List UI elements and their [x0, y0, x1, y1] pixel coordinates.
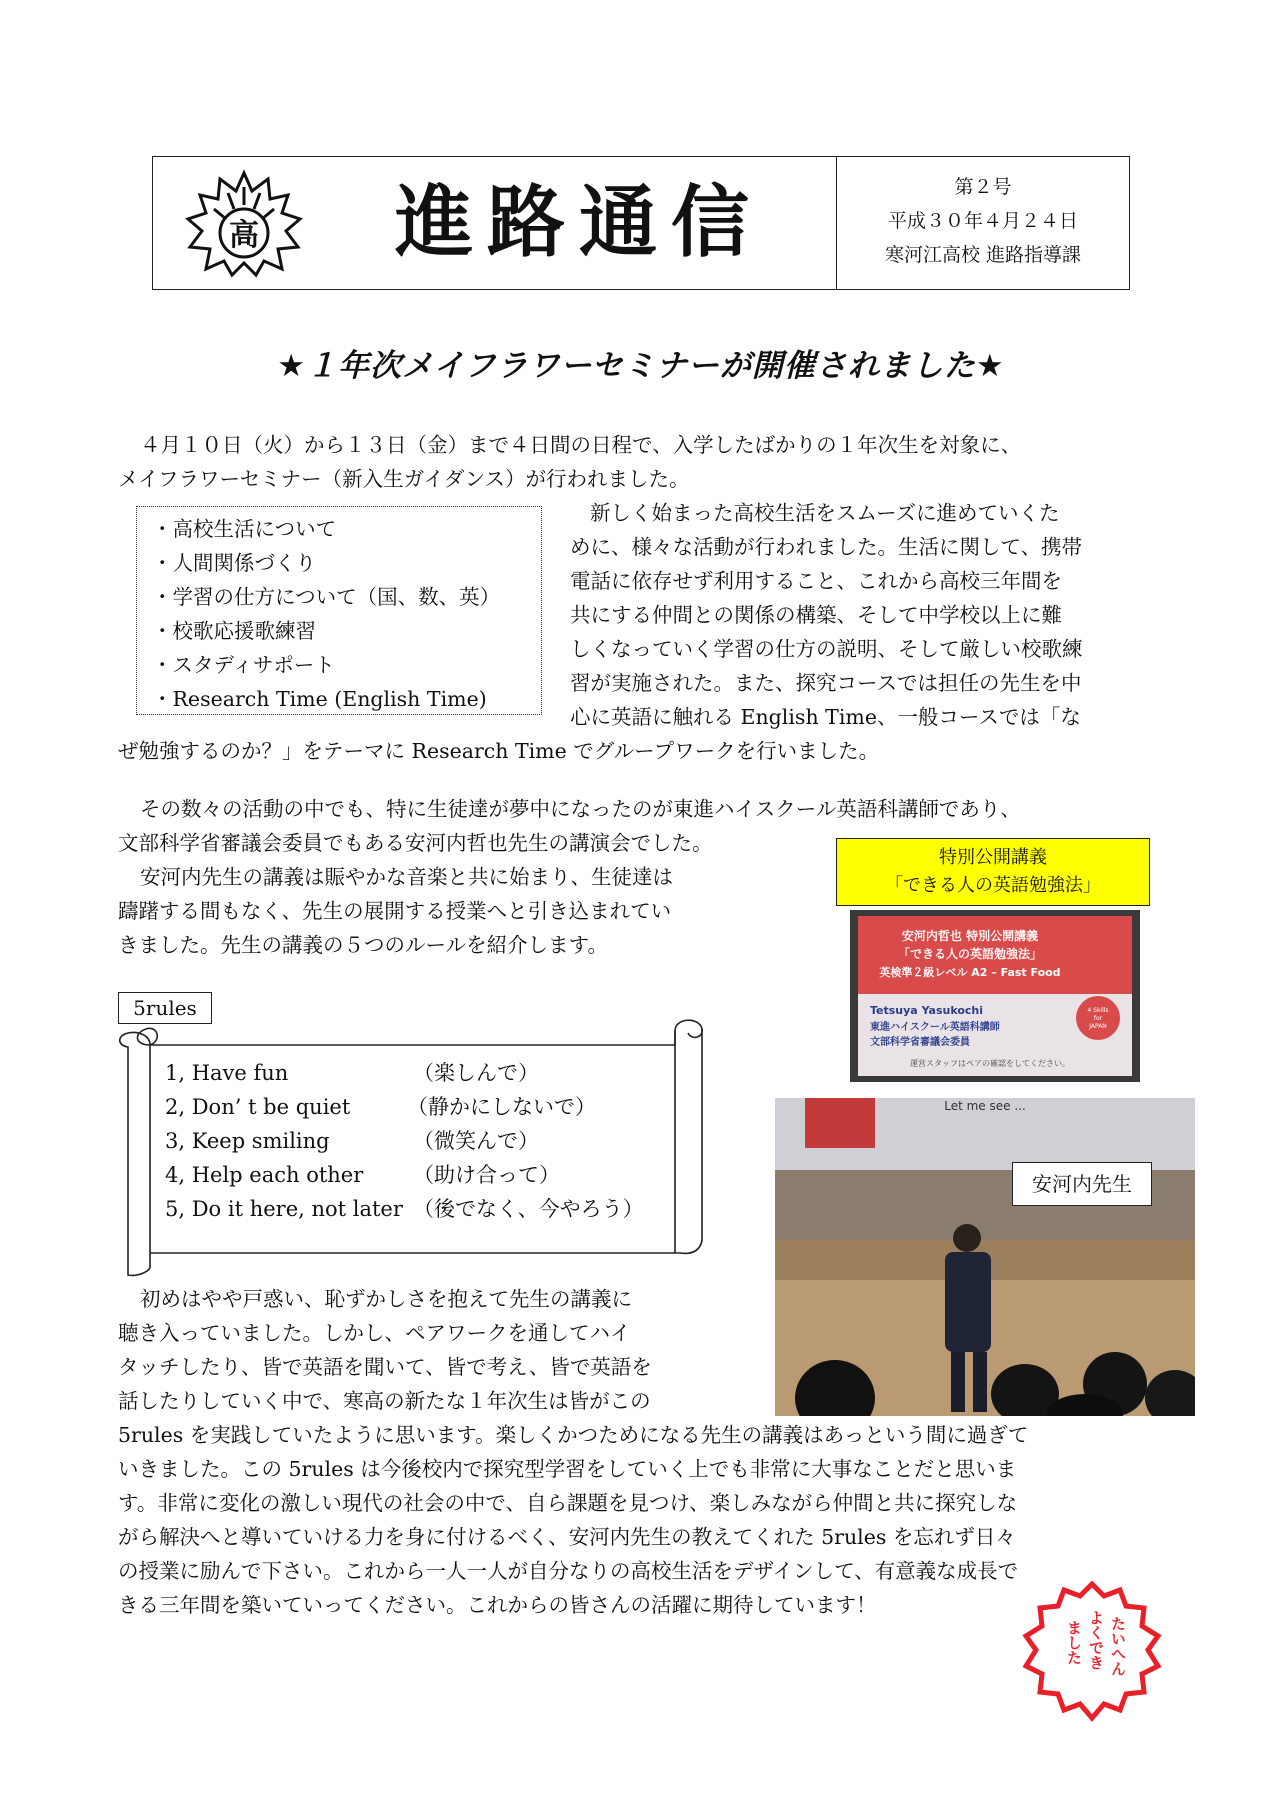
rule-row — [165, 1158, 644, 1192]
emblem-char: 高 — [229, 218, 259, 253]
body3-full-line: きる三年間を築いていってください。これからの皆さんの活躍に期待しています！ — [118, 1593, 877, 1617]
slide-name: Tetsuya Yasukochi — [870, 1004, 984, 1017]
slide-subtitle: 「できる人の英語勉強法」 — [897, 947, 1043, 961]
body2-line: きました。先生の講義の５つのルールを紹介します。 — [118, 933, 608, 957]
body3-line: 話したりしていく中で、寒高の新たな１年次生は皆がこの — [118, 1389, 651, 1413]
intro-line-2: メイフラワーセミナー（新入生ガイダンス）が行われました。 — [118, 467, 690, 491]
body1-last-line: ぜ勉強するのか？」をテーマに Research Time でグループワークを行いました。 — [118, 739, 880, 763]
rules-list — [165, 1056, 644, 1226]
body2-line: その数々の活動の中でも、特に生徒達が夢中になったのが東進ハイスクール英語科講師であり、 — [140, 797, 1021, 821]
rule-en: 3, Keep smiling — [165, 1129, 330, 1153]
slide-note: 運営スタッフはペアの確認をしてください。 — [910, 1059, 1070, 1068]
praise-stamp-icon — [1018, 1578, 1166, 1726]
body1-line: 電話に依存せず利用すること、これから高校三年間を — [570, 569, 1062, 593]
rule-ja: （助け合って） — [413, 1163, 560, 1187]
masthead-title: 進路通信 — [395, 178, 764, 268]
lecture-title-line-2: 「できる人の英語勉強法」 — [885, 875, 1101, 896]
body3-line: 聴き入っていました。しかし、ペアワークを通してハイ — [118, 1321, 631, 1345]
rule-ja: （後でなく、今やろう） — [413, 1197, 644, 1221]
list-item: ・校歌応援歌練習 — [152, 619, 316, 643]
rule-ja: （楽しんで） — [413, 1061, 539, 1085]
body1-line: しくなっていく学習の仕方の説明、そして厳しい校歌練 — [570, 637, 1083, 661]
list-item: ・学習の仕方について（国、数、英） — [152, 585, 501, 609]
rule-row — [165, 1124, 644, 1158]
list-item: ・高校生活について — [152, 517, 337, 541]
body3-full-line: いきました。この 5rules は今後校内で探究型学習をしていく上でも非常に大事なことだと思いま — [118, 1457, 1017, 1481]
slide-title: 安河内哲也 特別公開講義 — [901, 929, 1039, 943]
slide-role-2: 文部科学省審議会委員 — [870, 1037, 970, 1048]
intro-line-1: ４月１０日（火）から１３日（金）まで４日間の日程で、入学したばかりの１年次生を対象に、 — [140, 433, 1022, 457]
body1-column — [570, 496, 1083, 734]
body3-full-line: す。非常に変化の激しい現代の社会の中で、自ら課題を見つけ、楽しみながら仲間と共に探究しな — [118, 1491, 1018, 1515]
list-item: ・人間関係づくり — [152, 551, 316, 575]
body1-line: 新しく始まった高校生活をスムーズに進めていくた — [590, 501, 1060, 525]
publisher: 寒河江高校 進路指導課 — [884, 244, 1082, 266]
body3-line: タッチしたり、皆で英語を聞いて、皆で考え、皆で英語を — [118, 1355, 652, 1379]
rule-en: 5, Do it here, not later — [165, 1197, 403, 1221]
body2-line: 安河内先生の講義は賑やかな音楽と共に始まり、生徒達は — [140, 865, 673, 889]
rule-row — [165, 1192, 644, 1226]
list-item: ・Research Time (English Time) — [152, 687, 487, 711]
stamp-line-2: よくでき — [1087, 1610, 1105, 1670]
body1-line: 心に英語に触れる English Time、一般コースでは「な — [570, 705, 1081, 729]
rule-row — [165, 1056, 644, 1090]
photo-screen-text: Let me see ... — [944, 1099, 1026, 1113]
slide-level: 英検準２級レベル A2 – Fast Food — [879, 966, 1061, 979]
body3-full-line: 5rules を実践していたように思います。楽しくかつためになる先生の講義はあっという間に過ぎて — [118, 1423, 1029, 1447]
rule-ja: （静かにしないで） — [407, 1095, 596, 1119]
issue-info — [838, 170, 1128, 272]
issue-date: 平成３０年４月２４日 — [887, 210, 1078, 232]
lecture-scene-photo — [775, 1098, 1195, 1416]
rule-en: 2, Don’ t be quiet — [165, 1095, 351, 1119]
body3-full-line: の授業に励んで下さい。これから一人一人が自分なりの高校生活をデザインして、有意義な成長で — [118, 1559, 1019, 1583]
lecture-title-box — [836, 838, 1150, 906]
masthead-divider — [836, 156, 837, 290]
lecture-slide-photo — [850, 910, 1140, 1082]
lecture-title-line-1: 特別公開講義 — [939, 847, 1047, 868]
slide-role-1: 東進ハイスクール英語科講師 — [870, 1022, 1000, 1033]
issue-number: 第２号 — [954, 176, 1012, 198]
rule-ja: （微笑んで） — [413, 1129, 539, 1153]
slide-badge-3: JAPAN — [1089, 1023, 1107, 1030]
rules-label: 5rules — [118, 992, 212, 1024]
body1-line: 習が実施された。また、探究コースでは担任の先生を中 — [570, 671, 1082, 695]
body1-line: めに、様々な活動が行われました。生活に関して、携帯 — [570, 535, 1083, 559]
list-item: ・スタディサポート — [152, 653, 335, 677]
headline: ★１年次メイフラワーセミナーが開催されました★ — [277, 348, 1005, 384]
rule-row — [165, 1090, 644, 1124]
rule-en: 4, Help each other — [165, 1163, 364, 1187]
stamp-line-1: たいへん — [1109, 1616, 1127, 1676]
rule-en: 1, Have fun — [165, 1061, 289, 1085]
body3-full-line: がら解決へと導いていける力を身に付けるべく、安河内先生の教えてくれた 5rules を忘れず日々 — [118, 1525, 1016, 1549]
body3-full-column — [118, 1418, 1028, 1622]
body3-line: 初めはやや戸惑い、恥ずかしさを抱えて先生の講義に — [140, 1287, 632, 1311]
body2-line: 躊躇する間もなく、先生の展開する授業へと引き込まれてい — [118, 899, 672, 923]
photo-caption: 安河内先生 — [1012, 1162, 1152, 1206]
slide-badge-2: for — [1093, 1015, 1103, 1022]
slide-badge-1: 4 Skills — [1087, 1007, 1109, 1014]
body1-line: 共にする仲間との関係の構築、そして中学校以上に難 — [570, 603, 1062, 627]
activities-list — [152, 512, 500, 716]
stamp-line-3: ました — [1065, 1620, 1083, 1665]
school-emblem-icon — [178, 165, 310, 280]
body2-line: 文部科学省審議会委員でもある安河内哲也先生の講演会でした。 — [118, 831, 713, 855]
